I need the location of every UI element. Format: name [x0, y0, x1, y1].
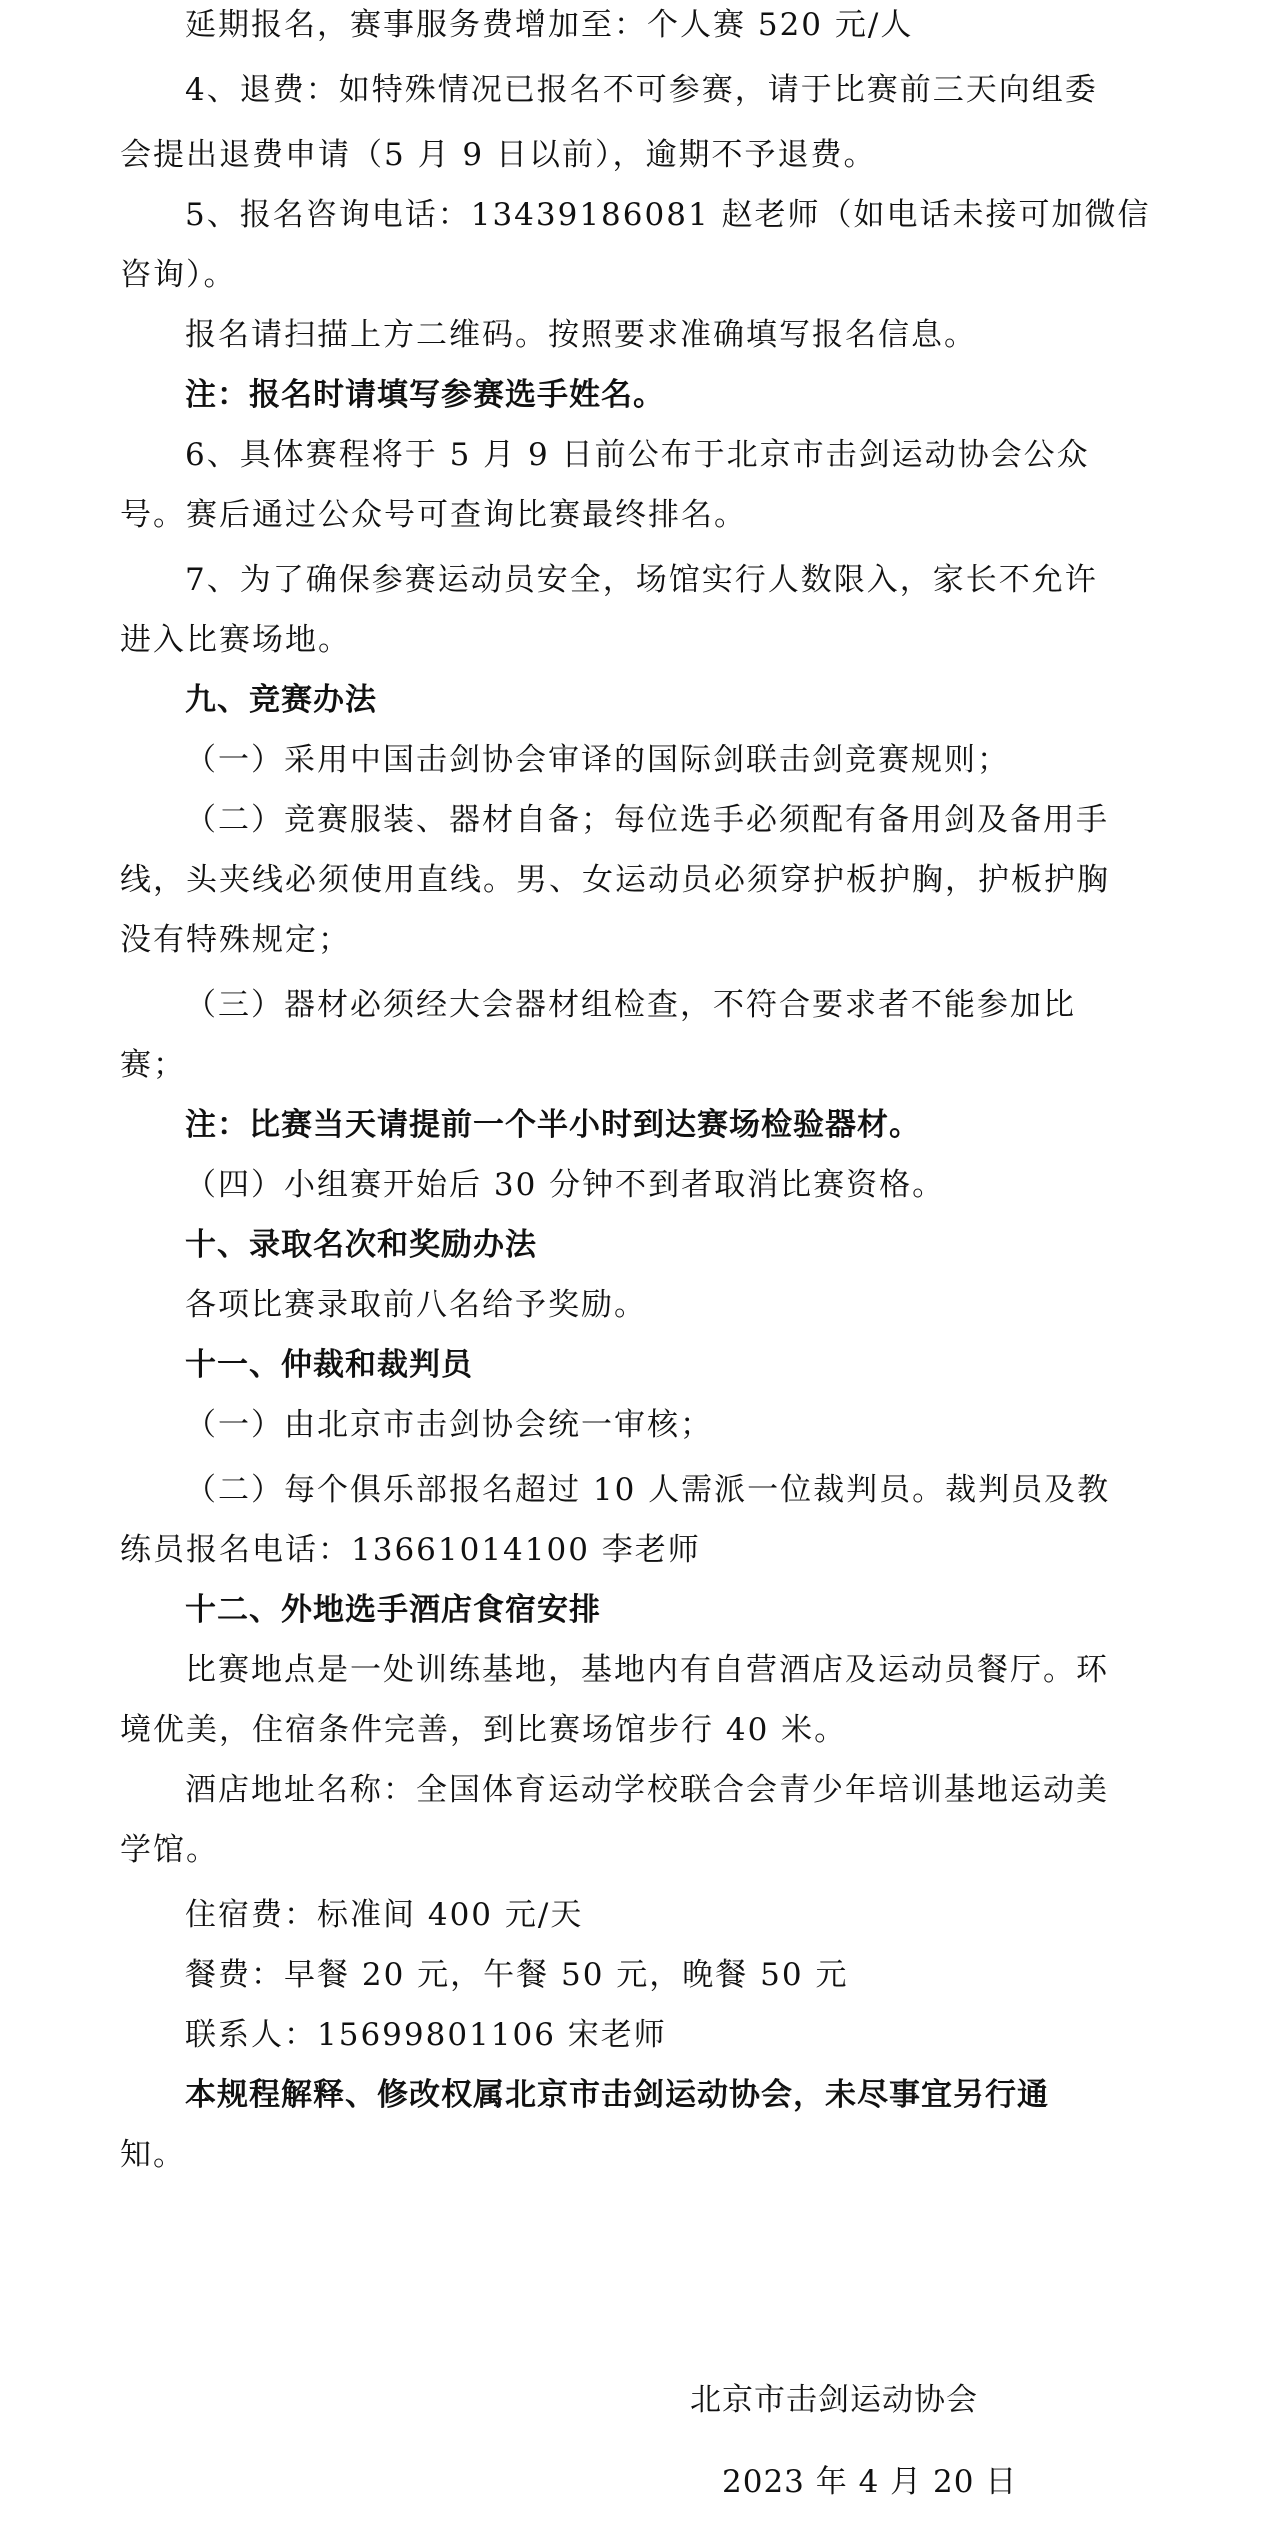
section-heading: 十一、仲裁和裁判员: [185, 1347, 473, 1383]
text-line: 5、报名咨询电话：13439186081 赵老师（如电话未接可加微信: [185, 197, 1151, 233]
section-heading: 九、竞赛办法: [185, 682, 377, 718]
text-line: 进入比赛场地。: [120, 622, 351, 658]
text-line: 练员报名电话：13661014100 李老师: [120, 1532, 701, 1568]
text-line: 比赛地点是一处训练基地，基地内有自营酒店及运动员餐厅。环: [185, 1652, 1109, 1688]
text-line: 6、具体赛程将于 5 月 9 日前公布于北京市击剑运动协会公众: [185, 437, 1090, 473]
text-line: 酒店地址名称：全国体育运动学校联合会青少年培训基地运动美: [185, 1772, 1109, 1808]
text-line: 4、退费：如特殊情况已报名不可参赛，请于比赛前三天向组委: [185, 72, 1098, 108]
signature-organization: 北京市击剑运动协会: [690, 2382, 978, 2418]
text-line: （一）由北京市击剑协会统一审核；: [185, 1407, 713, 1443]
text-line: 餐费：早餐 20 元，午餐 50 元，晚餐 50 元: [185, 1957, 849, 1993]
text-line: （二）每个俱乐部报名超过 10 人需派一位裁判员。裁判员及教: [185, 1472, 1111, 1508]
text-line: 7、为了确保参赛运动员安全，场馆实行人数限入，家长不允许: [185, 562, 1098, 598]
closing-statement: 知。: [120, 2137, 186, 2173]
text-line: 各项比赛录取前八名给予奖励。: [185, 1287, 647, 1323]
text-line: 没有特殊规定；: [120, 922, 351, 958]
text-line: 学馆。: [120, 1832, 219, 1868]
text-line: （一）采用中国击剑协会审译的国际剑联击剑竞赛规则；: [185, 742, 1010, 778]
text-line: 报名请扫描上方二维码。按照要求准确填写报名信息。: [185, 317, 977, 353]
text-line: 会提出退费申请（5 月 9 日以前），逾期不予退费。: [120, 137, 877, 173]
text-line: （三）器材必须经大会器材组检查，不符合要求者不能参加比: [185, 987, 1076, 1023]
text-line: 联系人：15699801106 宋老师: [185, 2017, 667, 2053]
text-line: 境优美，住宿条件完善，到比赛场馆步行 40 米。: [120, 1712, 848, 1748]
text-line: 咨询）。: [120, 257, 237, 293]
note-line: 注：报名时请填写参赛选手姓名。: [185, 377, 665, 413]
text-line: 赛；: [120, 1047, 186, 1083]
closing-statement: 本规程解释、修改权属北京市击剑运动协会，未尽事宜另行通: [185, 2077, 1049, 2113]
text-line: 延期报名，赛事服务费增加至：个人赛 520 元/人: [185, 7, 914, 43]
section-heading: 十、录取名次和奖励办法: [185, 1227, 537, 1263]
text-line: 线，头夹线必须使用直线。男、女运动员必须穿护板护胸，护板护胸: [120, 862, 1110, 898]
signature-date: 2023 年 4 月 20 日: [722, 2464, 1018, 2500]
section-heading: 十二、外地选手酒店食宿安排: [185, 1592, 601, 1628]
text-line: （二）竞赛服装、器材自备；每位选手必须配有备用剑及备用手: [185, 802, 1109, 838]
text-line: （四）小组赛开始后 30 分钟不到者取消比赛资格。: [185, 1167, 946, 1203]
text-line: 住宿费：标准间 400 元/天: [185, 1897, 584, 1933]
note-line: 注：比赛当天请提前一个半小时到达赛场检验器材。: [185, 1107, 921, 1143]
text-line: 号。赛后通过公众号可查询比赛最终排名。: [120, 497, 747, 533]
